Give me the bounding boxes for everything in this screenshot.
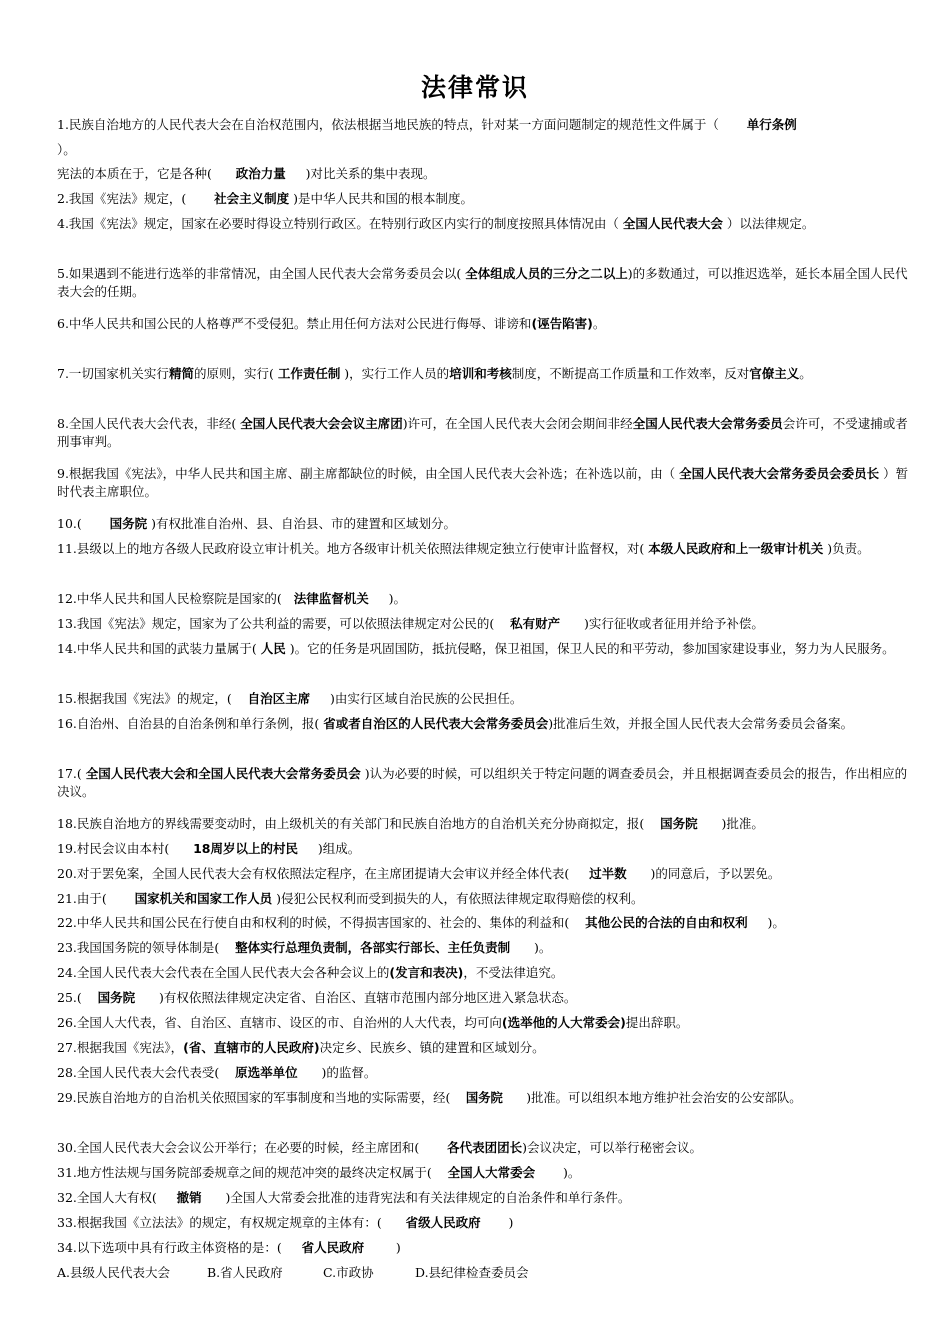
question-11: 11.县级以上的地方各级人民政府设立审计机关。地方各级审计机关依照法律规定独立行使审计监督权，对( 本级人民政府和上一级审计机关 )负责。 <box>57 541 870 556</box>
question-2: 2.我国《宪法》规定，( 社会主义制度 )是中华人民共和国的根本制度。 <box>57 191 473 206</box>
question-5: 5.如果遇到不能进行选举的非常情况，由全国人民代表大会常务委员会以( 全体组成人员的三分之二以上)的多数通过，可以推迟选举，延长本届全国人民代表大会的任期。 <box>57 266 908 299</box>
question-19: 19.村民会议由本村( 18周岁以上的村民 )组成。 <box>57 841 361 856</box>
question-31: 31.地方性法规与国务院部委规章之间的规范冲突的最终决定权属于( 全国人大常委会 )。 <box>57 1165 581 1180</box>
question-15: 15.根据我国《宪法》的规定，( 自治区主席 )由实行区域自治民族的公民担任。 <box>57 691 523 706</box>
question-14: 14.中华人民共和国的武装力量属于( 人民 )。它的任务是巩固国防，抵抗侵略，保卫祖国，保卫人民的和平劳动，参加国家建设事业，努力为人民服务。 <box>57 641 895 656</box>
question-6: 6.中华人民共和国公民的人格尊严不受侵犯。禁止用任何方法对公民进行侮辱、诽谤和(诬告陷害)。 <box>57 316 606 331</box>
question-29: 29.民族自治地方的自治机关依照国家的军事制度和当地的实际需要，经( 国务院 )批准。可以组织本地方维护社会治安的公安部队。 <box>57 1091 802 1105</box>
question-22: 22.中华人民共和国公民在行使自由和权利的时候，不得损害国家的、社会的、集体的利益和( 其他公民的合法的自由和权利 )。 <box>57 915 785 930</box>
question-28: 28.全国人民代表大会代表受( 原选举单位 )的监督。 <box>57 1065 377 1080</box>
answer: 单行条例 <box>746 117 797 132</box>
question-7: 7.一切国家机关实行精简的原则，实行( 工作责任制 )，实行工作人员的培训和考核制度，不断提高工作质量和工作效率，反对官僚主义。 <box>57 366 812 381</box>
question-17: 17.( 全国人民代表大会和全国人民代表大会常务委员会 )认为必要的时候，可以组织关于特定问题的调查委员会，并且根据调查委员会的报告，作出相应的决议。 <box>57 766 908 799</box>
question-10: 10.( 国务院 )有权批准自治州、县、自治县、市的建置和区域划分。 <box>57 516 456 531</box>
question-1-line-2: ）。 <box>57 142 76 157</box>
question-27: 27.根据我国《宪法》，(省、直辖市的人民政府)决定乡、民族乡、镇的建置和区域划分。 <box>57 1040 545 1055</box>
question-1-line-1: 1.民族自治地方的人民代表大会在自治权范围内，依法根据当地民族的特点，针对某一方面问题制定的规范性文件属于（ 单行条例 <box>57 117 797 132</box>
question-9: 9.根据我国《宪法》，中华人民共和国主席、副主席都缺位的时候，由全国人民代表大会补选；在补选以前，由（ 全国人民代表大会常务委员会委员长 ）暂时代表主席职位。 <box>57 466 909 499</box>
question-12: 12.中华人民共和国人民检察院是国家的( 法律监督机关 )。 <box>57 591 406 606</box>
question-4: 4.我国《宪法》规定，国家在必要时得设立特别行政区。在特别行政区内实行的制度按照具体情况由（ 全国人民代表大会 ）以法律规定。 <box>57 216 815 231</box>
question-25: 25.( 国务院 )有权依照法律规定决定省、自治区、直辖市范围内部分地区进入紧急状态。 <box>57 990 577 1005</box>
page-title: 法律常识 <box>420 73 529 102</box>
question-20: 20.对于罢免案，全国人民代表大会有权依照法定程序，在主席团提请大会审议并经全体代表( 过半数 )的同意后，予以罢免。 <box>57 866 781 881</box>
question-1b: 宪法的本质在于，它是各种( 政治力量 )对比关系的集中表现。 <box>57 166 436 181</box>
option-c: C.市政协 <box>323 1265 374 1280</box>
question-24: 24.全国人民代表大会代表在全国人民代表大会各种会议上的(发言和表决)，不受法律追究。 <box>57 965 564 980</box>
question-26: 26.全国人大代表，省、自治区、直辖市、设区的市、自治州的人大代表，均可向(选举他的人大常委会)提出辞职。 <box>57 1015 689 1030</box>
option-a: A.县级人民代表大会 <box>57 1265 171 1280</box>
question-23: 23.我国国务院的领导体制是( 整体实行总理负责制，各部实行部长、主任负责制 )。 <box>57 940 552 955</box>
option-b: B.省人民政府 <box>207 1265 283 1280</box>
option-d: D.县纪律检查委员会 <box>415 1265 529 1280</box>
question-33: 33.根据我国《立法法》的规定，有权规定规章的主体有：( 省级人民政府 ) <box>57 1215 514 1230</box>
question-16: 16.自治州、自治县的自治条例和单行条例，报( 省或者自治区的人民代表大会常务委员会)批准后生效，并报全国人民代表大会常务委员会备案。 <box>57 716 854 731</box>
question-30: 30.全国人民代表大会会议公开举行；在必要的时候，经主席团和( 各代表团团长)会议决定，可以举行秘密会议。 <box>57 1140 702 1155</box>
question-21: 21.由于( 国家机关和国家工作人员 )侵犯公民权利而受到损失的人，有依照法律规定取得赔偿的权利。 <box>57 891 644 906</box>
question-32: 32.全国人大有权( 撤销 )全国人大常委会批准的违背宪法和有关法律规定的自治条件和单行条件。 <box>57 1190 631 1205</box>
question-18: 18.民族自治地方的界线需要变动时，由上级机关的有关部门和民族自治地方的自治机关充分协商拟定，报( 国务院 )批准。 <box>57 816 764 831</box>
question-13: 13.我国《宪法》规定，国家为了公共利益的需要，可以依照法律规定对公民的( 私有财产 )实行征收或者征用并给予补偿。 <box>57 616 764 631</box>
question-34: 34.以下选项中具有行政主体资格的是：( 省人民政府 ) <box>57 1240 401 1255</box>
question-8: 8.全国人民代表大会代表，非经( 全国人民代表大会会议主席团)许可，在全国人民代表大会闭会期间非经全国人民代表大会常务委员会许可，不受逮捕或者刑事审判。 <box>57 416 908 449</box>
